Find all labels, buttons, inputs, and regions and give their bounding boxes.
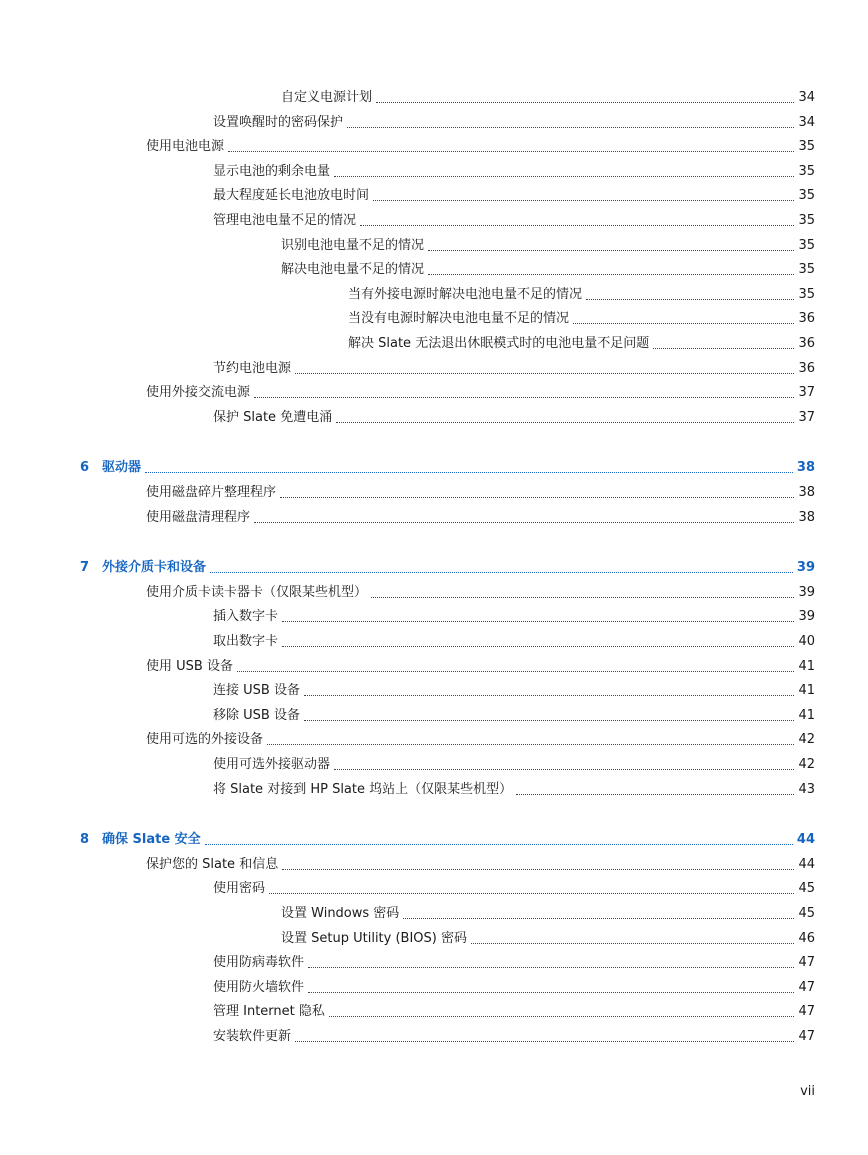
toc-entry-title (213, 881, 269, 897)
toc-entry-text: 显示电池的剩余电量 (213, 163, 331, 179)
dot-leader (282, 621, 794, 622)
toc-entry-title (146, 139, 228, 155)
toc-entry[interactable] (281, 234, 815, 254)
toc-entry[interactable] (146, 728, 815, 748)
dot-leader (573, 323, 794, 324)
toc-entry-text: 使用介质卡读卡器卡（仅限某些机型） (146, 584, 368, 600)
toc-entry-page: 41 (798, 707, 815, 723)
toc-entry[interactable] (213, 778, 815, 798)
toc-entry-text: 当没有电源时解决电池电量不足的情况 (348, 311, 570, 327)
dot-leader (334, 176, 794, 177)
toc-entry-page: 46 (798, 930, 815, 946)
toc-entry[interactable] (348, 283, 815, 303)
toc-entry[interactable] (213, 630, 815, 650)
toc-entry-title (213, 1029, 295, 1045)
toc-entry-title (80, 560, 210, 576)
toc-entry-page: 35 (798, 286, 815, 302)
toc-entry[interactable] (281, 902, 815, 922)
dot-leader (269, 893, 794, 894)
dot-leader (308, 967, 794, 968)
toc-entry-title (213, 361, 295, 377)
dot-leader (347, 127, 794, 128)
toc-entry-title (281, 262, 428, 278)
toc-entry-page: 38 (796, 460, 815, 476)
toc-entry-text: 使用防病毒软件 (213, 955, 305, 971)
toc-entry-title (146, 510, 254, 526)
dot-leader (145, 472, 793, 473)
toc-entry-page: 41 (798, 683, 815, 699)
toc-entry-page: 47 (798, 1029, 815, 1044)
toc-entry-page: 41 (798, 658, 815, 674)
toc-entry-page: 42 (798, 757, 815, 772)
toc-entry[interactable] (213, 1000, 815, 1020)
toc-entry[interactable] (213, 605, 815, 625)
toc-entry-text: 安装软件更新 (213, 1029, 292, 1044)
toc-entry-page: 38 (798, 509, 815, 525)
toc-entry-page: 47 (798, 979, 815, 995)
toc-entry-title (146, 659, 237, 675)
toc-entry-text: 驱动器 (102, 460, 142, 476)
toc-entry-text: 使用可选的外接设备 (146, 732, 264, 748)
toc-entry-page: 37 (798, 409, 815, 425)
toc-entry-page: 47 (798, 955, 815, 971)
toc-entry-title (213, 708, 304, 724)
toc-entry-page: 45 (798, 881, 815, 897)
toc-entry-title (213, 782, 516, 798)
toc-entry-page: 39 (798, 584, 815, 600)
toc-entry-text: 识别电池电量不足的情况 (281, 237, 425, 253)
toc-entry-page: 34 (798, 90, 815, 105)
dot-leader (267, 744, 794, 745)
toc-entry-text: 插入数字卡 (213, 609, 279, 625)
chapter-number: 7 (80, 560, 90, 576)
dot-leader (295, 373, 794, 374)
toc-entry-text: 设置 Setup Utility (BIOS) 密码 (281, 930, 467, 946)
dot-leader (282, 646, 794, 647)
toc-entry[interactable] (146, 506, 815, 526)
dot-leader (295, 1041, 794, 1042)
toc-entry[interactable] (146, 381, 815, 401)
toc-entry-text: 解决电池电量不足的情况 (281, 262, 425, 278)
toc-entry-text: 使用外接交流电源 (146, 385, 251, 401)
toc-entry-page: 44 (796, 832, 815, 848)
dot-leader (376, 102, 794, 103)
toc-entry-title (213, 757, 334, 773)
toc-entry-text: 设置 Windows 密码 (281, 906, 400, 921)
toc-entry-title (146, 385, 254, 401)
toc-entry-title (213, 955, 308, 971)
toc-entry-text: 使用电池电源 (146, 139, 225, 155)
toc-entry-page: 36 (798, 360, 815, 376)
toc-entry-text: 使用磁盘清理程序 (146, 509, 251, 525)
toc-entry-page: 35 (798, 213, 815, 228)
toc-chapter-entry[interactable] (80, 828, 815, 848)
toc-entry-text: 自定义电源计划 (281, 90, 373, 105)
toc-entry[interactable] (146, 655, 815, 675)
toc-entry[interactable] (213, 406, 815, 426)
toc-entry-page: 35 (798, 262, 815, 278)
toc-entry-title (281, 931, 471, 947)
toc-entry[interactable] (213, 951, 815, 971)
dot-leader (304, 695, 795, 696)
toc-entry-text: 使用可选外接驱动器 (213, 757, 331, 772)
toc-entry[interactable] (213, 704, 815, 724)
toc-entry-text: 管理电池电量不足的情况 (213, 213, 357, 228)
dot-leader (586, 299, 794, 300)
toc-entry-text: 将 Slate 对接到 HP Slate 坞站上（仅限某些机型） (213, 781, 513, 797)
toc-entry-text: 当有外接电源时解决电池电量不足的情况 (348, 286, 583, 302)
dot-leader (360, 225, 794, 226)
toc-entry-title (348, 336, 653, 352)
dot-leader (210, 572, 793, 573)
toc-entry[interactable] (146, 135, 815, 155)
toc-entry[interactable] (213, 160, 815, 180)
toc-entry-text: 使用防火墙软件 (213, 979, 305, 995)
toc-entry[interactable] (213, 357, 815, 377)
dot-leader (228, 151, 794, 152)
toc-entry-title (281, 906, 403, 922)
toc-entry-title (213, 115, 347, 131)
toc-entry[interactable] (213, 111, 815, 131)
toc-entry-title (213, 634, 282, 650)
page-number: vii (800, 1084, 815, 1099)
toc-entry[interactable] (213, 753, 815, 773)
toc-entry-title (213, 683, 304, 699)
toc-entry-title (213, 1004, 329, 1020)
toc-entry-page: 35 (798, 139, 815, 155)
dot-leader (428, 250, 794, 251)
toc-entry-text: 最大程度延长电池放电时间 (213, 188, 370, 204)
toc-entry-page: 35 (798, 237, 815, 253)
toc-entry-title (213, 188, 373, 204)
dot-leader (329, 1016, 795, 1017)
toc-entry-text: 外接介质卡和设备 (102, 560, 207, 576)
dot-leader (516, 794, 794, 795)
dot-leader (428, 274, 794, 275)
toc-entry-title (281, 90, 376, 106)
toc-entry-text: 保护 Slate 免遭电涌 (213, 409, 333, 425)
toc-entry-page: 35 (798, 163, 815, 179)
toc-entry-text: 解决 Slate 无法退出休眠模式时的电池电量不足问题 (348, 336, 650, 351)
toc-entry[interactable] (348, 332, 815, 352)
toc-entry-title (80, 460, 145, 476)
toc-entry-text: 使用 USB 设备 (146, 658, 233, 674)
dot-leader (471, 943, 794, 944)
toc-entry-title (281, 238, 428, 254)
toc-entry-page: 36 (798, 336, 815, 351)
toc-entry-title (146, 485, 280, 501)
toc-entry-title (348, 287, 586, 303)
dot-leader (254, 522, 794, 523)
dot-leader (254, 397, 794, 398)
dot-leader (308, 992, 794, 993)
toc-entry[interactable] (146, 481, 815, 501)
toc-entry-page: 38 (798, 485, 815, 500)
toc-entry[interactable] (281, 927, 815, 947)
toc-entry-text: 确保 Slate 安全 (102, 832, 201, 848)
toc-entry-text: 保护您的 Slate 和信息 (146, 856, 279, 872)
toc-entry[interactable] (281, 86, 815, 106)
dot-leader (205, 844, 793, 845)
dot-leader (304, 720, 795, 721)
toc-entry[interactable] (348, 307, 815, 327)
toc-entry[interactable] (213, 679, 815, 699)
toc-entry[interactable] (213, 976, 815, 996)
toc-entry-text: 设置唤醒时的密码保护 (213, 114, 344, 130)
dot-leader (334, 769, 794, 770)
toc-entry-page: 40 (798, 634, 815, 649)
toc-entry[interactable] (281, 258, 815, 278)
toc-entry-text: 使用磁盘碎片整理程序 (146, 485, 277, 500)
toc-entry-title (213, 980, 308, 996)
dot-leader (336, 422, 794, 423)
dot-leader (373, 200, 794, 201)
toc-entry[interactable] (213, 1025, 815, 1045)
toc-entry-title (213, 213, 360, 229)
toc-entry[interactable] (146, 581, 815, 601)
dot-leader (280, 497, 794, 498)
toc-entry-page: 35 (798, 188, 815, 204)
dot-leader (403, 918, 794, 919)
chapter-number: 6 (80, 460, 90, 476)
toc-entry-title (213, 164, 334, 180)
toc-entry-text: 取出数字卡 (213, 634, 279, 649)
toc-entry[interactable] (213, 209, 815, 229)
toc-entry-title (348, 311, 573, 327)
toc-entry[interactable] (213, 877, 815, 897)
dot-leader (282, 869, 794, 870)
toc-entry-title (146, 857, 282, 873)
toc-entry-title (146, 585, 371, 601)
toc-entry-page: 44 (798, 856, 815, 872)
toc-entry-page: 36 (798, 311, 815, 327)
toc-entry-title (213, 410, 336, 426)
toc-entry-text: 移除 USB 设备 (213, 707, 300, 723)
toc-entry-page: 34 (798, 114, 815, 130)
toc-entry-page: 39 (796, 560, 815, 576)
toc-entry-page: 39 (798, 609, 815, 625)
toc-entry[interactable] (146, 853, 815, 873)
toc-entry-page: 37 (798, 385, 815, 401)
toc-entry-page: 45 (798, 906, 815, 921)
toc-entry-title (80, 832, 205, 848)
toc-entry-text: 使用密码 (213, 881, 266, 897)
chapter-number: 8 (80, 832, 90, 848)
toc-entry-page: 43 (798, 781, 815, 797)
toc-entry-page: 42 (798, 732, 815, 748)
dot-leader (371, 597, 794, 598)
toc-entry-title (213, 609, 282, 625)
toc-entry[interactable] (213, 184, 815, 204)
toc-entry-text: 连接 USB 设备 (213, 683, 300, 699)
toc-chapter-entry[interactable] (80, 556, 815, 576)
toc-entry-page: 47 (798, 1004, 815, 1020)
toc-entry-text: 节约电池电源 (213, 360, 292, 376)
dot-leader (653, 348, 794, 349)
toc-entry-text: 管理 Internet 隐私 (213, 1004, 325, 1020)
dot-leader (237, 671, 795, 672)
toc-chapter-entry[interactable] (80, 456, 815, 476)
toc-entry-title (146, 732, 267, 748)
